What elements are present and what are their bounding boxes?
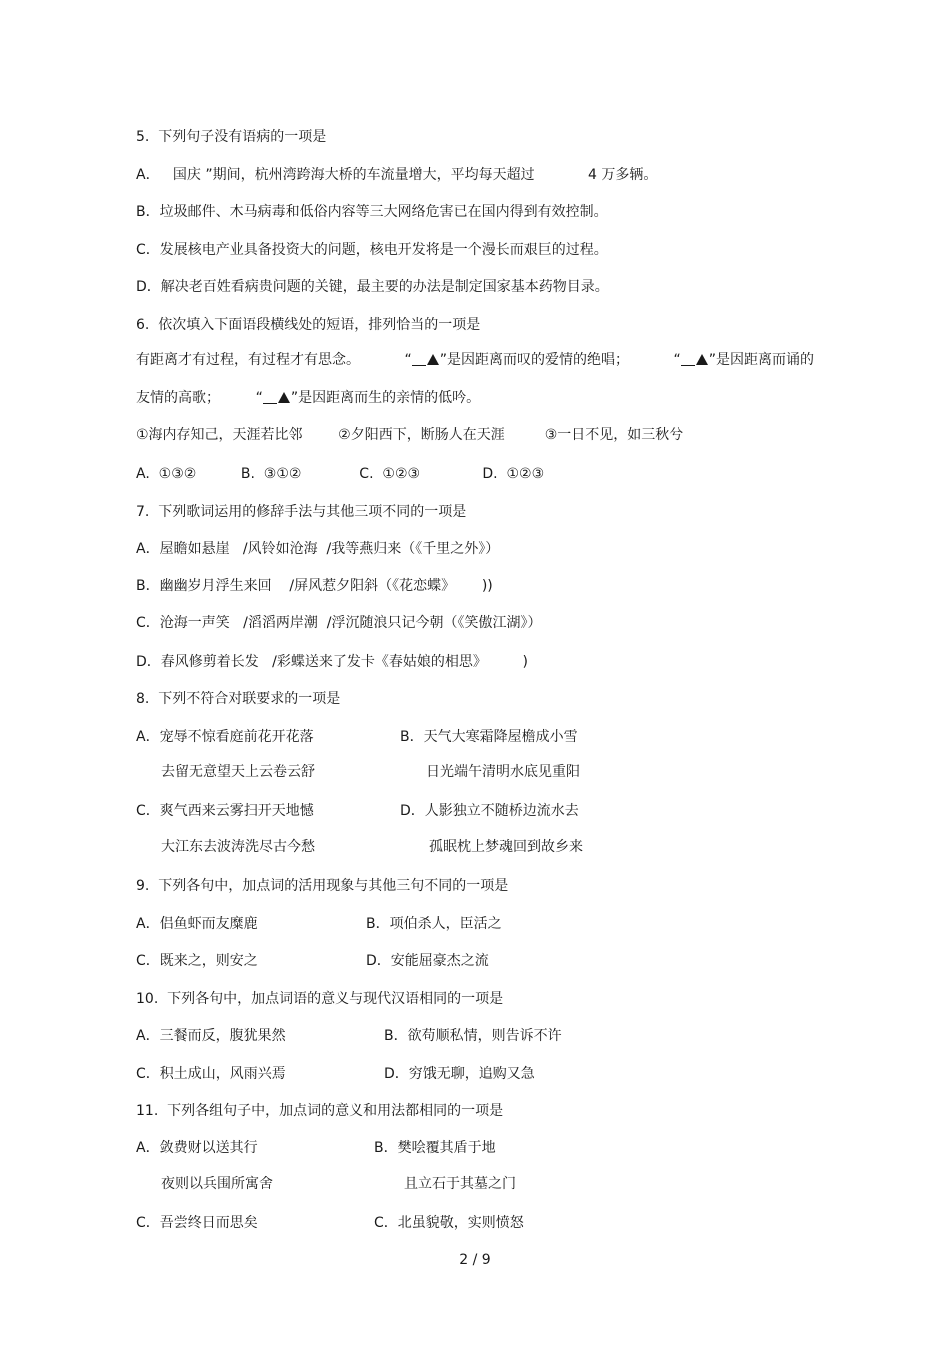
q5-stem: 5. 下列句子没有语病的一项是 [136,129,327,145]
q10-option-a: A．三餐而反，腹犹果然 [136,1028,286,1044]
q5-option-b: B．垃圾邮件、木马病毒和低俗内容等三大网络危害已在国内得到有效控制。 [136,204,608,220]
q6-passage-text-5: ”是因距离而生的亲情的低吟。 [290,390,481,406]
q11-stem: 11. 下列各组句子中，加点词的意义和用法都相同的一项是 [136,1103,504,1119]
q7-option-d: D．春风修剪着长发 /彩蝶送来了发卡《春姑娘的相思》 ) [136,654,528,670]
triangle-icon [696,354,708,365]
q11-option-c-line-2: C．北虽貌敬，实则愤怒 [374,1215,524,1231]
q6-stem: 6. 依次填入下面语段横线处的短语，排列恰当的一项是 [136,317,481,333]
q11-option-a-line-1: A．敛费财以送其行 [136,1140,258,1156]
q8-option-a-line-1: A．宠辱不惊看庭前花开花落 [136,729,314,745]
page-number: 2 / 9 [459,1252,491,1268]
q11-option-b-line-2: 且立石于其墓之门 [404,1176,516,1192]
q9-option-b: B．项伯杀人，臣活之 [366,916,502,932]
fill-blank [412,353,426,366]
q5-option-d: D．解决老百姓看病贵问题的关键，最主要的办法是制定国家基本药物目录。 [136,279,609,295]
q10-option-d: D．穷饿无聊，追购又急 [384,1066,535,1082]
q9-option-a: A．侣鱼虾而友糜鹿 [136,916,258,932]
q8-option-b-line-1: B．天气大寒霜降屋檐成小雪 [400,729,578,745]
q6-passage-text-2: ”是因距离而叹的爱情的绝唱； “ [439,352,681,368]
q10-option-b: B．欲苟顺私情，则告诉不许 [384,1028,562,1044]
triangle-icon [278,392,290,403]
fill-blank [263,391,277,404]
q7-stem: 7. 下列歌词运用的修辞手法与其他三项不同的一项是 [136,504,467,520]
q9-option-d: D．安能屈豪杰之流 [366,953,489,969]
triangle-icon [427,354,439,365]
q6-passage-line-2 [136,389,480,407]
q11-option-a-line-2: 夜则以兵围所寓舍 [161,1176,273,1192]
q5-option-a: A． 国庆 ”期间，杭州湾跨海大桥的车流量增大，平均每天超过 4 万多辆。 [136,167,658,183]
q7-option-c: C．沧海一声笑 /滔滔两岸潮 /浮沉随浪只记今朝（《笑傲江湖》） [136,615,542,631]
q8-option-b-line-2: 日光端午清明水底见重阳 [426,764,580,780]
q8-option-d-line-1: D．人影独立不随桥边流水去 [400,803,579,819]
q11-option-b-line-1: B．樊哙覆其盾于地 [374,1140,496,1156]
q5-option-c: C．发展核电产业具备投资大的问题，核电开发将是一个漫长而艰巨的过程。 [136,242,608,258]
q10-option-c: C．积土成山，风雨兴焉 [136,1066,286,1082]
q6-passage-text-4: 友情的高歌； “ [136,390,263,406]
q6-phrases: ①海内存知己，天涯若比邻 ②夕阳西下，断肠人在天涯 ③一日不见，如三秋兮 [136,427,684,443]
q7-option-a: A．屋瞻如悬崖 /风铃如沧海 /我等燕归来（《千里之外》） [136,541,500,557]
q8-option-c-line-2: 大江东去波涛洗尽古今愁 [161,839,315,855]
q7-option-b: B．幽幽岁月浮生来回 /屏风惹夕阳斜（《花恋蝶》 )) [136,578,493,594]
fill-blank [681,353,695,366]
q6-passage-text-1: 有距离才有过程，有过程才有思念。 “ [136,352,412,368]
q8-stem: 8. 下列不符合对联要求的一项是 [136,691,341,707]
q8-option-c-line-1: C．爽气西来云雾扫开天地憾 [136,803,314,819]
q6-passage-line-1 [136,351,814,369]
q11-option-c-line-1: C．吾尝终日而思矣 [136,1215,258,1231]
q10-stem: 10. 下列各句中，加点词语的意义与现代汉语相同的一项是 [136,991,504,1007]
q6-choices: A. ①③② B. ③①② C. ①②③ D. ①②③ [136,466,545,482]
q9-stem: 9. 下列各句中，加点词的活用现象与其他三句不同的一项是 [136,878,509,894]
q8-option-a-line-2: 去留无意望天上云卷云舒 [161,764,315,780]
q6-passage-text-3: ”是因距离而诵的 [708,352,815,368]
q8-option-d-line-2: 孤眠枕上梦魂回到故乡来 [429,839,583,855]
q9-option-c: C．既来之，则安之 [136,953,258,969]
